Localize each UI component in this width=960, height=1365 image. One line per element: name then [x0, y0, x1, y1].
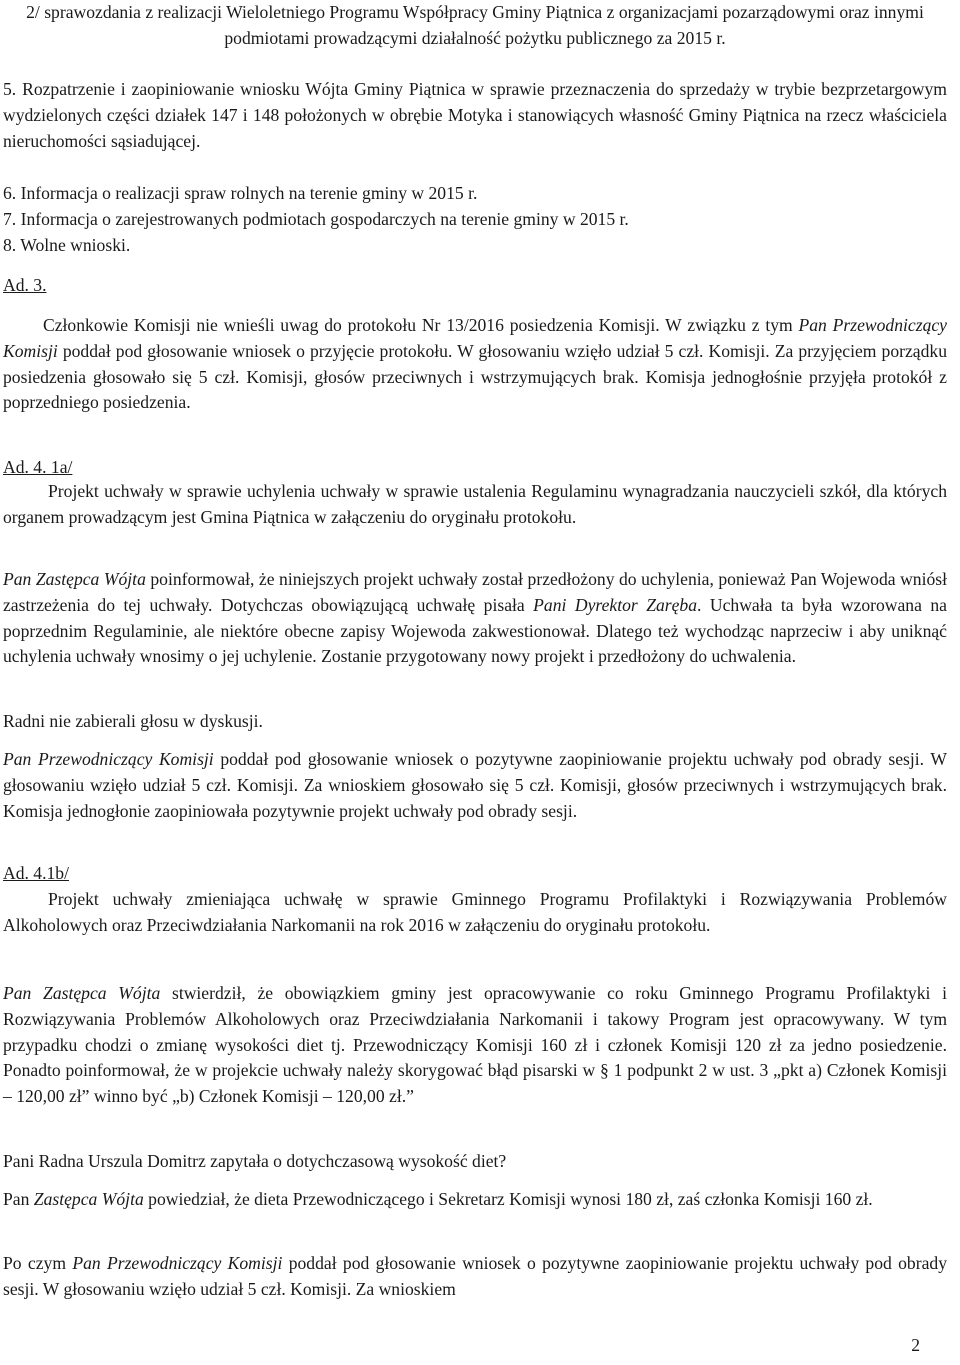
ad41b-vote-prefix: Po czym [3, 1253, 73, 1273]
ad41a-vote-text: poddał pod głosowanie wniosek o pozytywne zaopiniowanie projektu uchwały pod obrady sesji. W głosowaniu wzięło udział 5 czł. Komisji. Za wnioskiem głosowało się 5 czł. Komisji, głosów przeciwnych i wstrzymujących brak. Komisja jednogłonie zaopiniowała pozytywnie projekt uchwały pod obrady sesji. [3, 749, 947, 821]
ad41b-vote-text: poddał pod głosowanie wniosek o pozytywne zaopiniowanie projektu uchwały pod obrady sesji. W głosowaniu wzięło udział 5 czł. Komisji. Za wnioskiem [3, 1253, 947, 1299]
ad41b-project: Projekt uchwały zmieniająca uchwałę w sprawie Gminnego Programu Profilaktyki i Rozwiązywania Problemów Alkoholowych oraz Przeciwdziałania Narkomanii na rok 2016 w załączeniu do oryginału protokołu. [3, 889, 947, 935]
ad41b-deputy-answer [3, 1187, 947, 1213]
agenda-item-8: 8. Wolne wnioski. [3, 235, 131, 255]
ad41a-text-a: poinformował, że niniejszych projekt uchwały został przedłożony do uchylenia, ponieważ Pan Wojewoda wniósł zastrzeżenia do tej uchwały. Dotychczas obowiązującą uchwałę pisała [3, 569, 947, 615]
ad41b-answer-prefix: Pan [3, 1189, 34, 1209]
ad41a-deputy-statement [3, 567, 947, 670]
ad41a-discussion: Radni nie zabierali głosu w dyskusji. [3, 711, 263, 731]
agenda-item-5: 5. Rozpatrzenie i zaopiniowanie wniosku Wójta Gminy Piątnica w sprawie przeznaczenia do sprzedaży w trybie bezprzetargowym wydzielonych części działek 147 i 148 położonych w obrębie Motyka i stanowiących własność Gminy Piątnica na rzecz właściciela nieruchomości sąsiadującej. [3, 79, 947, 151]
ad41a-person: Pani Dyrektor Zaręba [533, 594, 698, 615]
ad41a-vote-role: Pan Przewodniczący Komisji [3, 749, 214, 769]
ad3-text-a: Członkowie Komisji nie wnieśli uwag do protokołu Nr 13/2016 posiedzenia Komisji. W związku z tym [43, 315, 799, 335]
ad3-paragraph [3, 313, 947, 416]
ad41a-vote [3, 747, 947, 824]
agenda-item-7: 7. Informacja o zarejestrowanych podmiotach gospodarczych na terenie gminy w 2015 r. [3, 209, 629, 229]
ad41a-text-b: . Uchwała ta była wzorowana na poprzednim Regulaminie, ale niektóre obecne zapisy Wojewoda zakwestionował. Dlatego też wychodząc naprzeciw i aby uniknąć uchylenia uchwały wnosimy o jej uchylenie. Zostanie przygotowany nowy projekt i przedłożony do uchwalenia. [3, 594, 947, 667]
agenda-item-2: 2/ sprawozdania z realizacji Wieloletniego Programu Współpracy Gminy Piątnica z organizacjami pozarządowymi oraz innymi podmiotami prowadzącymi działalność pożytku publicznego za 2015 r. [26, 2, 924, 48]
ad41b-vote-role: Pan Przewodniczący Komisji [72, 1253, 283, 1273]
ad3-role: Pan Przewodniczący Komisji [3, 315, 947, 361]
page-number: 2 [911, 1335, 920, 1355]
section-heading-ad41a: Ad. 4. 1a/ [3, 457, 73, 477]
ad41b-answer-text: powiedział, że dieta Przewodniczącego i Sekretarz Komisji wynosi 180 zł, zaś członka Komisji 160 zł. [143, 1189, 873, 1209]
ad41b-role: Pan Zastępca Wójta [3, 983, 161, 1003]
ad41b-vote [3, 1251, 947, 1303]
ad41b-text-a: stwierdził, że obowiązkiem gminy jest opracowywanie co roku Gminnego Programu Profilaktyki i Rozwiązywania Problemów Alkoholowych oraz Przeciwdziałania Narkomanii i takowy Program jest opracowywany. W tym przypadku chodzi o zmianę wysokości diet tj. Przewodniczący Komisji 160 zł i członek Komisji 120 zł za jedno posiedzenie. Ponadto poinformował, że w projekcie uchwały należy skorygować błąd pisarski w § 1 podpunkt 2 w ust. 3 „pkt a) Członek Komisji – 120,00 zł” winno być „b) Członek Komisji – 120,00 zł.” [3, 983, 947, 1107]
section-heading-ad3: Ad. 3. [3, 275, 47, 295]
agenda-item-6: 6. Informacja o realizacji spraw rolnych na terenie gminy w 2015 r. [3, 183, 478, 203]
ad41b-deputy-statement [3, 981, 947, 1110]
section-heading-ad41b: Ad. 4.1b/ [3, 863, 69, 883]
ad41b-answer-role: Zastępca Wójta [33, 1189, 144, 1209]
ad3-text-b: poddał pod głosowanie wniosek o przyjęcie protokołu. W głosowaniu wzięło udział 5 czł. Komisji. Za przyjęciem porządku posiedzenia głosowało się 5 czł. Komisji, głosów przeciwnych i wstrzymujących brak. Komisja jednogłośnie przyjęła protokół z poprzedniego posiedzenia. [3, 340, 947, 413]
ad41a-project: Projekt uchwały w sprawie uchylenia uchwały w sprawie ustalenia Regulaminu wynagradzania nauczycieli szkół, dla których organem prowadzącym jest Gmina Piątnica w załączeniu do oryginału protokołu. [3, 481, 947, 527]
ad41a-role: Pan Zastępca Wójta [3, 569, 146, 589]
ad41b-question: Pani Radna Urszula Domitrz zapytała o dotychczasową wysokość diet? [3, 1151, 507, 1171]
